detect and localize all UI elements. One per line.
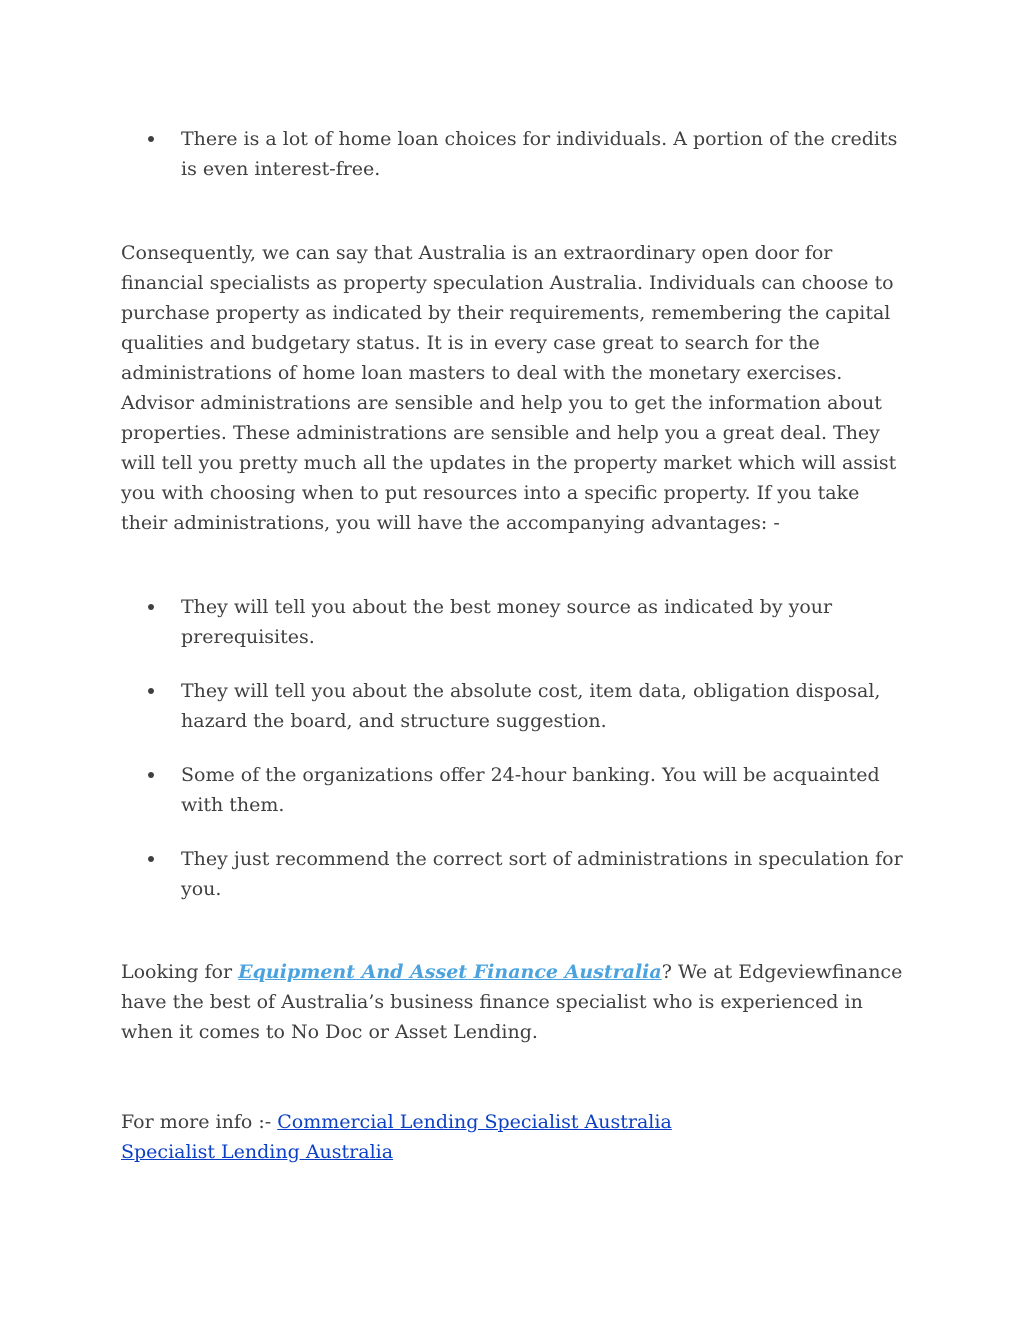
more-info-label: For more info :- (121, 1111, 278, 1133)
list-item (148, 844, 908, 904)
bullet-list-top (148, 124, 908, 184)
bullet-icon (148, 856, 154, 862)
list-item-text: They just recommend the correct sort of administrations in speculation for you. (181, 848, 903, 900)
list-item (148, 124, 908, 184)
paragraph-consequently: Consequently, we can say that Australia is an extraordinary open door for financial specialists as property speculation Australia. Individuals can choose to purchase property as indicated by their requirements, remembering the capital qualities and budgetary status. It is in every case great to search for the administrations of home loan masters to deal with the monetary exercises. Advisor administrations are sensible and help you to get the information about properties. These administrations are sensible and help you a great deal. They will tell you pretty much all the updates in the property market which will assist you with choosing when to put resources into a specific property. If you take their administrations, you will have the accompanying advantages: - (121, 242, 897, 534)
list-item (148, 676, 908, 736)
bullet-icon (148, 136, 154, 142)
paragraph-looking-for (121, 957, 911, 1047)
bullet-icon (148, 688, 154, 694)
list-item-text: Some of the organizations offer 24-hour banking. You will be acquainted with them. (181, 764, 880, 816)
commercial-lending-link[interactable]: Commercial Lending Specialist Australia (277, 1111, 672, 1133)
list-item-text: They will tell you about the absolute cost, item data, obligation disposal, hazard the board, and structure suggestion. (181, 680, 881, 732)
specialist-lending-link[interactable]: Specialist Lending Australia (121, 1141, 394, 1163)
list-item-text: They will tell you about the best money source as indicated by your prerequisites. (181, 596, 833, 648)
list-item (148, 592, 908, 652)
equipment-finance-link[interactable]: Equipment And Asset Finance Australia (238, 961, 662, 983)
list-item-text: There is a lot of home loan choices for individuals. A portion of the credits is even interest-free. (181, 128, 898, 180)
bullet-icon (148, 604, 154, 610)
looking-prefix: Looking for (121, 961, 239, 983)
bullet-list-advantages (148, 592, 908, 928)
bullet-icon (148, 772, 154, 778)
more-info-section (121, 1107, 911, 1167)
looking-suffix: ? We at Edgeviewfinance have the best of Australia’s business finance specialist who is experienced in when it comes to No Doc or Asset Lending. (121, 961, 903, 1043)
list-item (148, 760, 908, 820)
